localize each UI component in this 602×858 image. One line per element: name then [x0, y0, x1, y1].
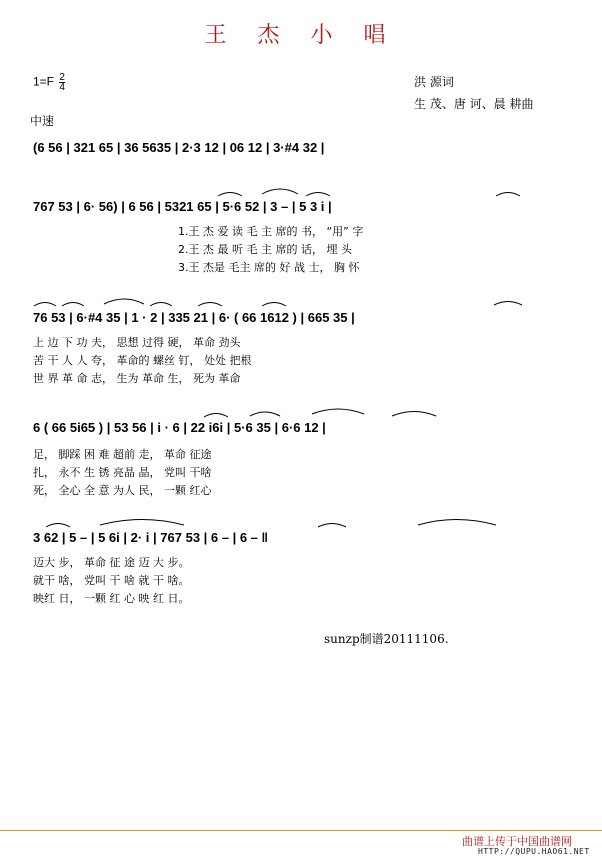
line-5-lyric-verse-2: 就干 啥， 党叫 干 啥 就 干 啥。 [33, 574, 190, 587]
slur-mark [150, 303, 172, 307]
score-line-3-notes: 76 53 | 6·#4 35 | 1 · 2 | 335 21 | 6· ( 66 1612 ) | 665 35 | [33, 310, 355, 325]
line-4-lyric-verse-3: 死， 全心 全 意 为人 民， 一颗 红心 [33, 484, 212, 497]
slur-mark [262, 189, 298, 194]
tempo-marking: 中速 [30, 114, 55, 128]
transcriber-note: sunzp制谱20111106. [324, 632, 449, 646]
score-line-2-notes: 767 53 | 6· 56) | 6 56 | 5321 65 | 5·6 52 | 3 – | 5 3 i | [33, 199, 332, 214]
line-3-lyric-verse-2: 苦 干 人 人 夸， 革命的 螺丝 钉， 处处 把根 [33, 354, 252, 367]
slur-mark [62, 303, 84, 307]
slur-mark [100, 520, 184, 526]
slur-mark [418, 520, 496, 526]
lyricist-credit: 洪 源词 [414, 75, 454, 89]
line-2-lyric-verse-3: 3.王 杰是 毛主 席的 好 战 士， 胸 怀 [178, 261, 360, 274]
slur-mark [250, 412, 280, 416]
score-line-1-notes: (6 56 | 321 65 | 36 5635 | 2·3 12 | 06 12 | 3·#4 32 | [33, 140, 325, 155]
slur-mark [104, 299, 144, 304]
slur-mark [204, 414, 228, 418]
line-5-lyric-verse-3: 映红 日， 一颗 红 心 映 红 日。 [33, 592, 190, 605]
slur-mark [496, 193, 520, 197]
slur-mark [494, 302, 522, 306]
slur-mark [198, 303, 222, 307]
line-2-lyric-verse-1: 1.王 杰 爱 读 毛 主 席的 书， “用” 字 [178, 225, 364, 238]
slur-mark [34, 303, 56, 307]
slur-mark [392, 412, 436, 417]
composer-credit: 生 茂、唐 诃、晨 耕曲 [414, 97, 534, 111]
slur-mark [262, 303, 286, 307]
line-5-lyric-verse-1: 迈大 步， 革命 征 途 迈 大 步。 [33, 556, 190, 569]
song-title: 王 杰 小 唱 [204, 23, 398, 48]
footer-divider [0, 830, 602, 831]
time-signature-bottom: 4 [59, 82, 65, 93]
line-4-lyric-verse-2: 扎， 永不 生 锈 亮晶 晶， 党叫 干啥 [33, 466, 212, 479]
time-signature-top: 2 [59, 72, 65, 83]
line-3-lyric-verse-3: 世 界 革 命 志， 生为 革命 生， 死为 革命 [33, 372, 241, 385]
slur-mark [306, 193, 330, 197]
slur-mark [312, 409, 364, 414]
score-line-5-notes: 3 62 | 5 – | 5 6i | 2· i | 767 53 | 6 – | 6 – ‖ [33, 530, 268, 545]
slur-mark [46, 524, 70, 528]
site-brand: 曲谱上传于中国曲谱网 [462, 835, 572, 848]
slur-mark [318, 524, 346, 528]
line-3-lyric-verse-1: 上 边 下 功 夫， 思想 过得 硬， 革命 劲头 [33, 336, 241, 349]
line-4-lyric-verse-1: 足， 脚踩 困 难 超前 走， 革命 征途 [33, 448, 212, 461]
slur-mark [218, 193, 242, 197]
line-2-lyric-verse-2: 2.王 杰 最 听 毛 主 席的 话， 埋 头 [178, 243, 352, 256]
score-line-4-notes: 6 ( 66 5i65 ) | 53 56 | i · 6 | 22 i6i | 5·6 35 | 6·6 12 | [33, 420, 326, 435]
site-url: HTTP://QUPU.HAO61.NET [478, 847, 590, 856]
key-prefix: 1=F [33, 74, 55, 89]
